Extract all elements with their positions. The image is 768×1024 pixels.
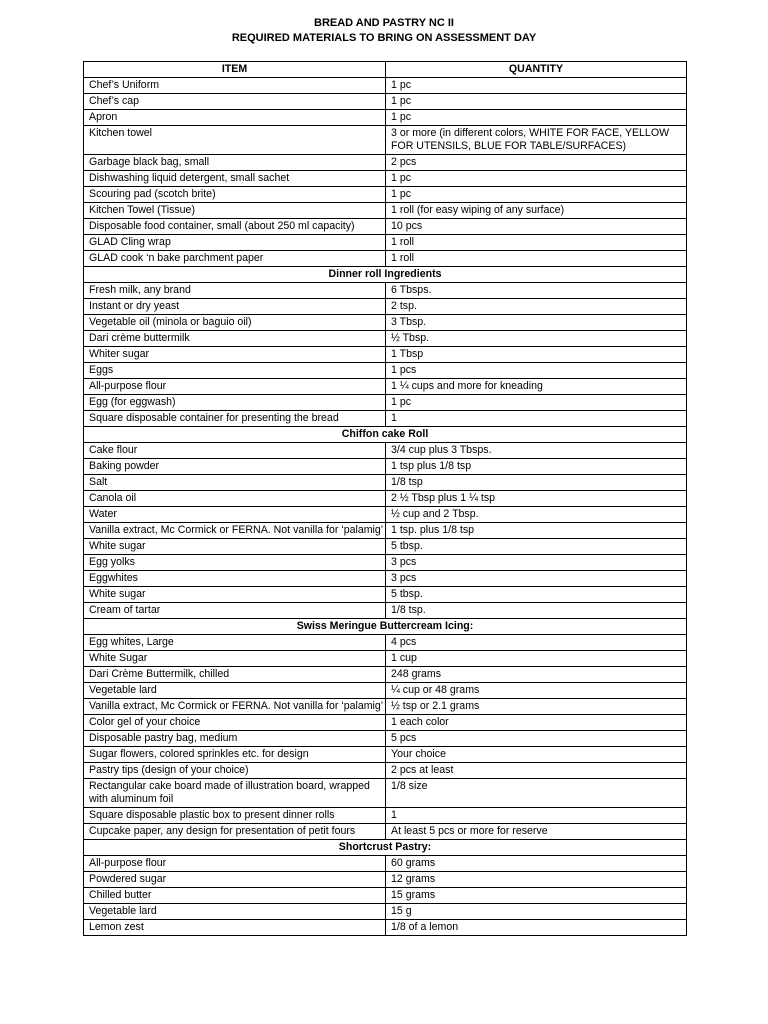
- section-row: [84, 619, 687, 635]
- table-row: [84, 667, 687, 683]
- table-row: [84, 443, 687, 459]
- quantity-cell: 1 pc: [386, 110, 687, 126]
- table-row: [84, 699, 687, 715]
- item-cell: Baking powder: [84, 459, 386, 475]
- section-heading: Shortcrust Pastry:: [84, 840, 687, 856]
- table-row: [84, 651, 687, 667]
- table-row: [84, 379, 687, 395]
- item-cell: Scouring pad (scotch brite): [84, 187, 386, 203]
- quantity-cell: 1 tsp. plus 1/8 tsp: [386, 523, 687, 539]
- item-cell: Vanilla extract, Mc Cormick or FERNA. Not vanilla for ‘palamig’: [84, 699, 386, 715]
- item-cell: Garbage black bag, small: [84, 155, 386, 171]
- quantity-cell: ½ cup and 2 Tbsp.: [386, 507, 687, 523]
- item-cell: Dari crème buttermilk: [84, 331, 386, 347]
- document-subtitle: REQUIRED MATERIALS TO BRING ON ASSESSMENT DAY: [231, 32, 537, 44]
- item-cell: Lemon zest: [84, 920, 386, 936]
- table-row: [84, 78, 687, 94]
- item-cell: White sugar: [84, 587, 386, 603]
- table-row: [84, 491, 687, 507]
- table-row: [84, 411, 687, 427]
- item-cell: GLAD cook ‘n bake parchment paper: [84, 251, 386, 267]
- item-cell: Canola oil: [84, 491, 386, 507]
- section-row: [84, 267, 687, 283]
- materials-table: [83, 61, 687, 936]
- section-row: [84, 840, 687, 856]
- quantity-cell: 1/8 size: [386, 779, 687, 808]
- item-cell: Fresh milk, any brand: [84, 283, 386, 299]
- table-row: [84, 94, 687, 110]
- quantity-cell: 1 pc: [386, 94, 687, 110]
- table-row: [84, 347, 687, 363]
- quantity-cell: 2 tsp.: [386, 299, 687, 315]
- item-cell: Egg yolks: [84, 555, 386, 571]
- quantity-cell: 3 pcs: [386, 571, 687, 587]
- item-cell: All-purpose flour: [84, 379, 386, 395]
- table-row: [84, 779, 687, 808]
- item-cell: Egg whites, Large: [84, 635, 386, 651]
- table-row: [84, 171, 687, 187]
- quantity-cell: 1 pc: [386, 171, 687, 187]
- section-heading: Swiss Meringue Buttercream Icing:: [84, 619, 687, 635]
- table-row: [84, 331, 687, 347]
- table-row: [84, 315, 687, 331]
- table-row: [84, 395, 687, 411]
- item-cell: Apron: [84, 110, 386, 126]
- table-row: [84, 888, 687, 904]
- item-cell: Water: [84, 507, 386, 523]
- item-cell: All-purpose flour: [84, 856, 386, 872]
- quantity-cell: 3 pcs: [386, 555, 687, 571]
- table-row: [84, 856, 687, 872]
- item-cell: Eggwhites: [84, 571, 386, 587]
- table-row: [84, 635, 687, 651]
- document-title: BREAD AND PASTRY NC II: [314, 17, 454, 29]
- table-row: [84, 683, 687, 699]
- quantity-cell: 5 tbsp.: [386, 587, 687, 603]
- quantity-cell: 2 pcs at least: [386, 763, 687, 779]
- table-row: [84, 219, 687, 235]
- table-row: [84, 126, 687, 155]
- table-row: [84, 523, 687, 539]
- table-row: [84, 555, 687, 571]
- item-cell: Chef’s Uniform: [84, 78, 386, 94]
- quantity-cell: 1/8 of a lemon: [386, 920, 687, 936]
- item-cell: White sugar: [84, 539, 386, 555]
- quantity-cell: 1/8 tsp.: [386, 603, 687, 619]
- table-row: [84, 920, 687, 936]
- table-row: [84, 459, 687, 475]
- quantity-cell: 1 cup: [386, 651, 687, 667]
- item-cell: Kitchen towel: [84, 126, 386, 155]
- quantity-cell: 1 each color: [386, 715, 687, 731]
- item-cell: Rectangular cake board made of illustration board, wrapped with aluminum foil: [84, 779, 386, 808]
- quantity-cell: ½ Tbsp.: [386, 331, 687, 347]
- table-row: [84, 904, 687, 920]
- quantity-cell: 1: [386, 411, 687, 427]
- table-row: [84, 475, 687, 491]
- table-row: [84, 571, 687, 587]
- quantity-cell: 3 Tbsp.: [386, 315, 687, 331]
- item-cell: Disposable pastry bag, medium: [84, 731, 386, 747]
- table-row: [84, 235, 687, 251]
- item-cell: Disposable food container, small (about 250 ml capacity): [84, 219, 386, 235]
- table-row: [84, 187, 687, 203]
- table-row: [84, 299, 687, 315]
- item-cell: Color gel of your choice: [84, 715, 386, 731]
- item-cell: Dari Crème Buttermilk, chilled: [84, 667, 386, 683]
- table-row: [84, 539, 687, 555]
- table-row: [84, 251, 687, 267]
- item-cell: Vanilla extract, Mc Cormick or FERNA. Not vanilla for ‘palamig’: [84, 523, 386, 539]
- item-cell: Kitchen Towel (Tissue): [84, 203, 386, 219]
- item-cell: Chilled butter: [84, 888, 386, 904]
- item-cell: Instant or dry yeast: [84, 299, 386, 315]
- quantity-cell: 1 tsp plus 1/8 tsp: [386, 459, 687, 475]
- quantity-cell: Your choice: [386, 747, 687, 763]
- quantity-cell: 1 pc: [386, 78, 687, 94]
- quantity-cell: 5 tbsp.: [386, 539, 687, 555]
- table-row: [84, 203, 687, 219]
- item-cell: Dishwashing liquid detergent, small sachet: [84, 171, 386, 187]
- quantity-cell: 3/4 cup plus 3 Tbsps.: [386, 443, 687, 459]
- quantity-cell: 1 roll: [386, 251, 687, 267]
- quantity-cell: 248 grams: [386, 667, 687, 683]
- table-row: [84, 731, 687, 747]
- quantity-cell: 2 ½ Tbsp plus 1 ¼ tsp: [386, 491, 687, 507]
- quantity-cell: ½ tsp or 2.1 grams: [386, 699, 687, 715]
- item-cell: Pastry tips (design of your choice): [84, 763, 386, 779]
- item-cell: GLAD Cling wrap: [84, 235, 386, 251]
- item-cell: Whiter sugar: [84, 347, 386, 363]
- quantity-cell: 60 grams: [386, 856, 687, 872]
- quantity-cell: 1 Tbsp: [386, 347, 687, 363]
- item-cell: Vegetable lard: [84, 904, 386, 920]
- section-row: [84, 427, 687, 443]
- quantity-cell: At least 5 pcs or more for reserve: [386, 824, 687, 840]
- header-quantity: QUANTITY: [386, 62, 687, 78]
- table-row: [84, 363, 687, 379]
- item-cell: Powdered sugar: [84, 872, 386, 888]
- quantity-cell: 1/8 tsp: [386, 475, 687, 491]
- quantity-cell: 2 pcs: [386, 155, 687, 171]
- quantity-cell: 1 roll: [386, 235, 687, 251]
- table-row: [84, 155, 687, 171]
- quantity-cell: 6 Tbsps.: [386, 283, 687, 299]
- quantity-cell: 15 grams: [386, 888, 687, 904]
- item-cell: Eggs: [84, 363, 386, 379]
- table-row: [84, 763, 687, 779]
- table-header-row: [84, 62, 687, 78]
- table-row: [84, 587, 687, 603]
- item-cell: Square disposable container for presenting the bread: [84, 411, 386, 427]
- item-cell: Chef’s cap: [84, 94, 386, 110]
- quantity-cell: 12 grams: [386, 872, 687, 888]
- table-row: [84, 872, 687, 888]
- quantity-cell: 1: [386, 808, 687, 824]
- item-cell: Cream of tartar: [84, 603, 386, 619]
- item-cell: Egg (for eggwash): [84, 395, 386, 411]
- item-cell: Sugar flowers, colored sprinkles etc. for design: [84, 747, 386, 763]
- section-heading: Chiffon cake Roll: [84, 427, 687, 443]
- quantity-cell: 5 pcs: [386, 731, 687, 747]
- section-heading: Dinner roll Ingredients: [84, 267, 687, 283]
- table-row: [84, 808, 687, 824]
- item-cell: Square disposable plastic box to present dinner rolls: [84, 808, 386, 824]
- item-cell: Vegetable lard: [84, 683, 386, 699]
- item-cell: Cake flour: [84, 443, 386, 459]
- quantity-cell: 1 pc: [386, 187, 687, 203]
- header-item: ITEM: [84, 62, 386, 78]
- quantity-cell: 4 pcs: [386, 635, 687, 651]
- table-row: [84, 747, 687, 763]
- table-body: [84, 78, 687, 936]
- table-row: [84, 603, 687, 619]
- quantity-cell: 1 roll (for easy wiping of any surface): [386, 203, 687, 219]
- quantity-cell: 10 pcs: [386, 219, 687, 235]
- quantity-cell: 1 pcs: [386, 363, 687, 379]
- table-row: [84, 715, 687, 731]
- quantity-cell: 1 ¼ cups and more for kneading: [386, 379, 687, 395]
- item-cell: Vegetable oil (minola or baguio oil): [84, 315, 386, 331]
- table-row: [84, 110, 687, 126]
- table-row: [84, 507, 687, 523]
- quantity-cell: ¼ cup or 48 grams: [386, 683, 687, 699]
- table-row: [84, 283, 687, 299]
- item-cell: Salt: [84, 475, 386, 491]
- table-row: [84, 824, 687, 840]
- quantity-cell: 1 pc: [386, 395, 687, 411]
- item-cell: Cupcake paper, any design for presentation of petit fours: [84, 824, 386, 840]
- quantity-cell: 3 or more (in different colors, WHITE FOR FACE, YELLOW FOR UTENSILS, BLUE FOR TABLE/SURFACES): [386, 126, 687, 155]
- item-cell: White Sugar: [84, 651, 386, 667]
- quantity-cell: 15 g: [386, 904, 687, 920]
